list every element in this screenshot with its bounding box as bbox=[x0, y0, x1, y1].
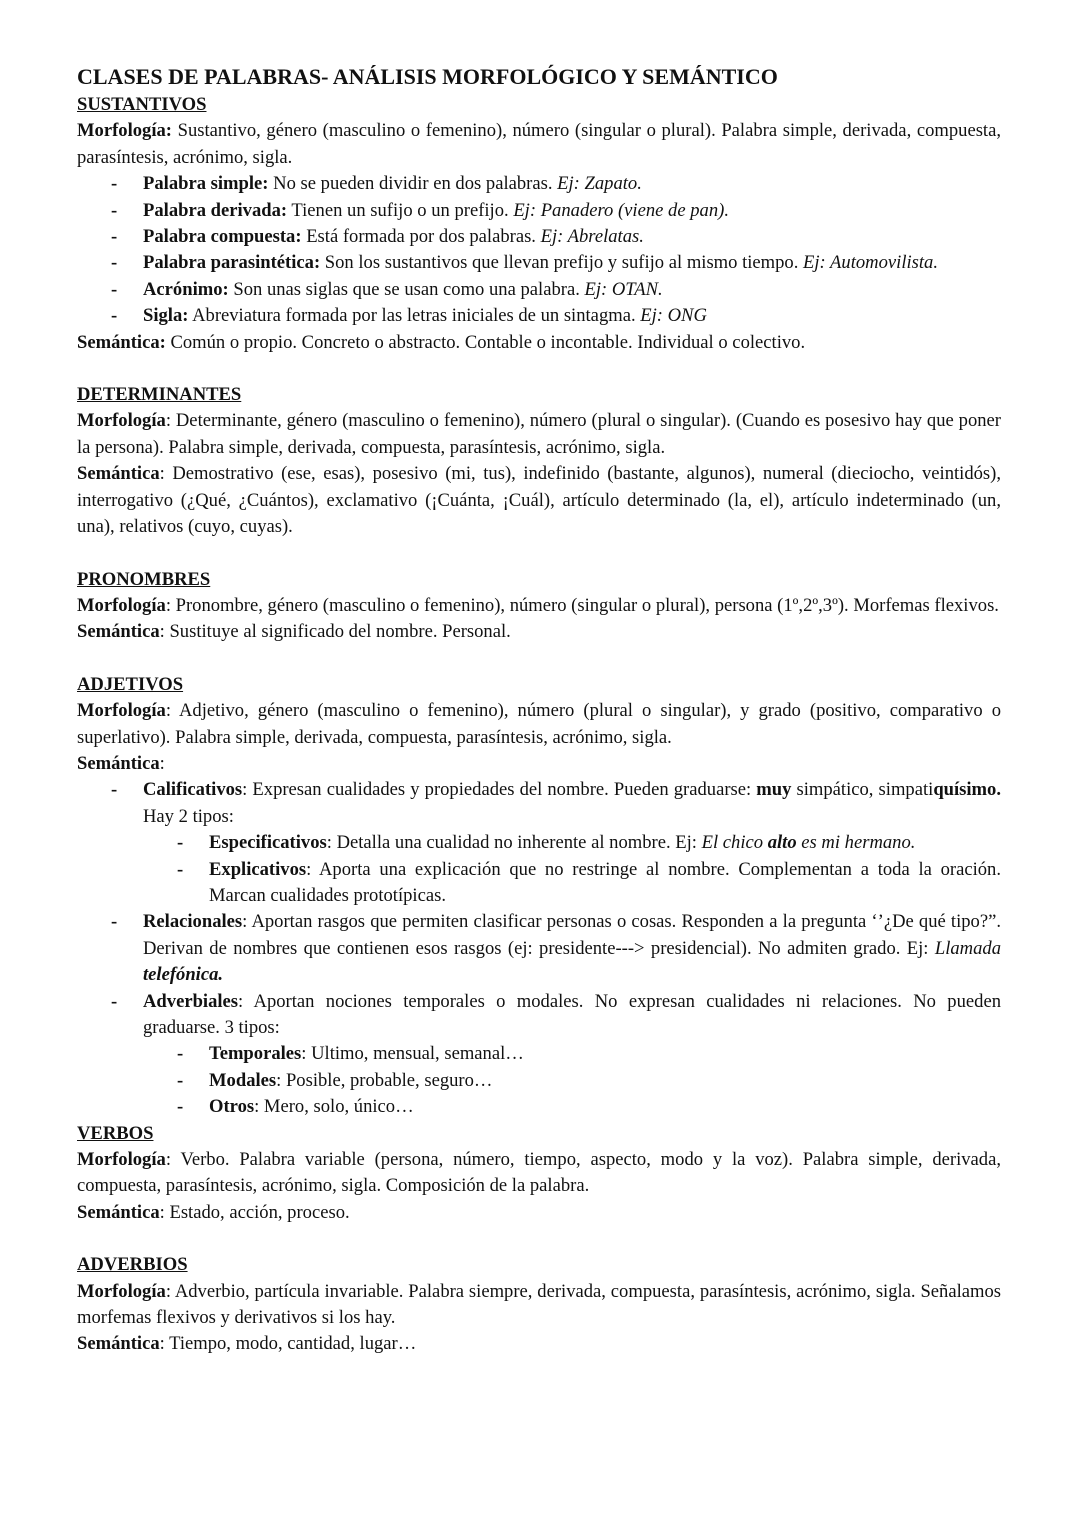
list-item-explicativos: - Explicativos: Aporta una explicación que no restringe al nombre. Complementan a toda la oración. Marcan cualidades prototípicas. bbox=[143, 857, 1001, 910]
list-item-especificativos: - Especificativos: Detalla una cualidad no inherente al nombre. Ej: El chico alto es mi hermano. bbox=[143, 830, 1001, 856]
list-item: - Palabra parasintética: Son los sustantivos que llevan prefijo y sufijo al mismo tiempo. Ej: Automovilista. bbox=[77, 250, 1001, 276]
section-heading-determinantes: DETERMINANTES bbox=[77, 384, 242, 406]
calificativos-sublist bbox=[143, 830, 1001, 909]
list-item-temporales: - Temporales: Ultimo, mensual, semanal… bbox=[143, 1041, 1001, 1067]
sustantivos-semantica: Semántica: Común o propio. Concreto o abstracto. Contable o incontable. Individual o colectivo. bbox=[77, 331, 806, 353]
list-item-modales: - Modales: Posible, probable, seguro… bbox=[143, 1068, 1001, 1094]
list-item-adverbiales: - Adverbiales: Aportan nociones temporales o modales. No expresan cualidades ni relaciones. No pueden graduarse. 3 tipos: - Temporales: Ultimo, mensual, semanal… - Modales: Posible, probable, seguro… - Otros: Mero, solo, único… bbox=[77, 989, 1001, 1121]
sustantivos-type-list bbox=[77, 171, 1001, 329]
adjetivos-semantica: Semántica: bbox=[77, 752, 165, 774]
document-title: CLASES DE PALABRAS- ANÁLISIS MORFOLÓGICO Y SEMÁNTICO bbox=[77, 64, 778, 89]
adverbiales-sublist bbox=[143, 1041, 1001, 1120]
list-item: - Sigla: Abreviatura formada por las letras iniciales de un sintagma. Ej: ONG bbox=[77, 303, 1001, 329]
list-item: - Palabra compuesta: Está formada por dos palabras. Ej: Abrelatas. bbox=[77, 224, 1001, 250]
pronombres-morfologia: Morfología: Pronombre, género (masculino o femenino), número (singular o plural), persona (1º,2º,3º). Morfemas flexivos. bbox=[77, 594, 999, 616]
list-item-calificativos: - Calificativos: Expresan cualidades y propiedades del nombre. Pueden graduarse: muy simpático, simpatiquísimo. Hay 2 tipos: - Especificativos: Detalla una cualidad no inherente al nombre. Ej: El chico alto es mi hermano. - Explicativos: Aporta una explicación que no restringe al nombre. Complementan a toda la oración. Marcan cualidades prototípicas. bbox=[77, 777, 1001, 909]
sustantivos-morfologia: Morfología: Sustantivo, género (masculino o femenino), número (singular o plural). Palabra simple, derivada, compuesta, parasíntesis, acrónimo, sigla. bbox=[77, 120, 1001, 168]
adverbios-semantica: Semántica: Tiempo, modo, cantidad, lugar… bbox=[77, 1333, 417, 1355]
pronombres-semantica: Semántica: Sustituye al significado del nombre. Personal. bbox=[77, 621, 511, 643]
list-item-otros: - Otros: Mero, solo, único… bbox=[143, 1094, 1001, 1120]
list-item-relacionales: - Relacionales: Aportan rasgos que permiten clasificar personas o cosas. Responden a la pregunta ‘’¿De qué tipo?”. Derivan de nombres que contienen esos rasgos (ej: presidente---> presidencial). No admiten grado. Ej: Llamada telefónica. bbox=[77, 909, 1001, 988]
verbos-morfologia: Morfología: Verbo. Palabra variable (persona, número, tiempo, aspecto, modo y la voz). Palabra simple, derivada, compuesta, parasíntesis, acrónimo, sigla. Composición de la palabra. bbox=[77, 1149, 1001, 1197]
determinantes-morfologia: Morfología: Determinante, género (masculino o femenino), número (plural o singular). (Cuando es posesivo hay que poner la persona). Palabra simple, derivada, compuesta, parasíntesis, acrónimo, sigla. bbox=[77, 410, 1001, 458]
adjetivos-type-list bbox=[77, 777, 1001, 1120]
section-heading-adverbios: ADVERBIOS bbox=[77, 1254, 188, 1276]
section-heading-pronombres: PRONOMBRES bbox=[77, 568, 211, 590]
section-heading-sustantivos: SUSTANTIVOS bbox=[77, 94, 207, 115]
determinantes-semantica: Semántica: Demostrativo (ese, esas), posesivo (mi, tus), indefinido (bastante, algunos), numeral (dieciocho, veintidós), interrogativo (¿Qué, ¿Cuántos), exclamativo (¡Cuánta, ¡Cuál), artículo determinado (la, el), artículo indeterminado (un, una), relativos (cuyo, cuyas). bbox=[77, 463, 1001, 538]
list-item: - Palabra simple: No se pueden dividir en dos palabras. Ej: Zapato. bbox=[77, 171, 1001, 197]
section-heading-verbos: VERBOS bbox=[77, 1122, 154, 1144]
adverbios-morfologia: Morfología: Adverbio, partícula invariable. Palabra siempre, derivada, compuesta, parasíntesis, acrónimo, sigla. Señalamos morfemas flexivos y derivativos si los hay. bbox=[77, 1280, 1001, 1329]
list-item: - Palabra derivada: Tienen un sufijo o un prefijo. Ej: Panadero (viene de pan). bbox=[77, 198, 1001, 224]
adjetivos-morfologia: Morfología: Adjetivo, género (masculino o femenino), número (plural o singular), y grado (positivo, comparativo o superlativo). Palabra simple, derivada, compuesta, parasíntesis, acrónimo, sigla. bbox=[77, 700, 1001, 748]
list-item: - Acrónimo: Son unas siglas que se usan como una palabra. Ej: OTAN. bbox=[77, 277, 1001, 303]
section-heading-adjetivos: ADJETIVOS bbox=[77, 673, 184, 695]
verbos-semantica: Semántica: Estado, acción, proceso. bbox=[77, 1201, 350, 1223]
document-page bbox=[77, 62, 1001, 1358]
